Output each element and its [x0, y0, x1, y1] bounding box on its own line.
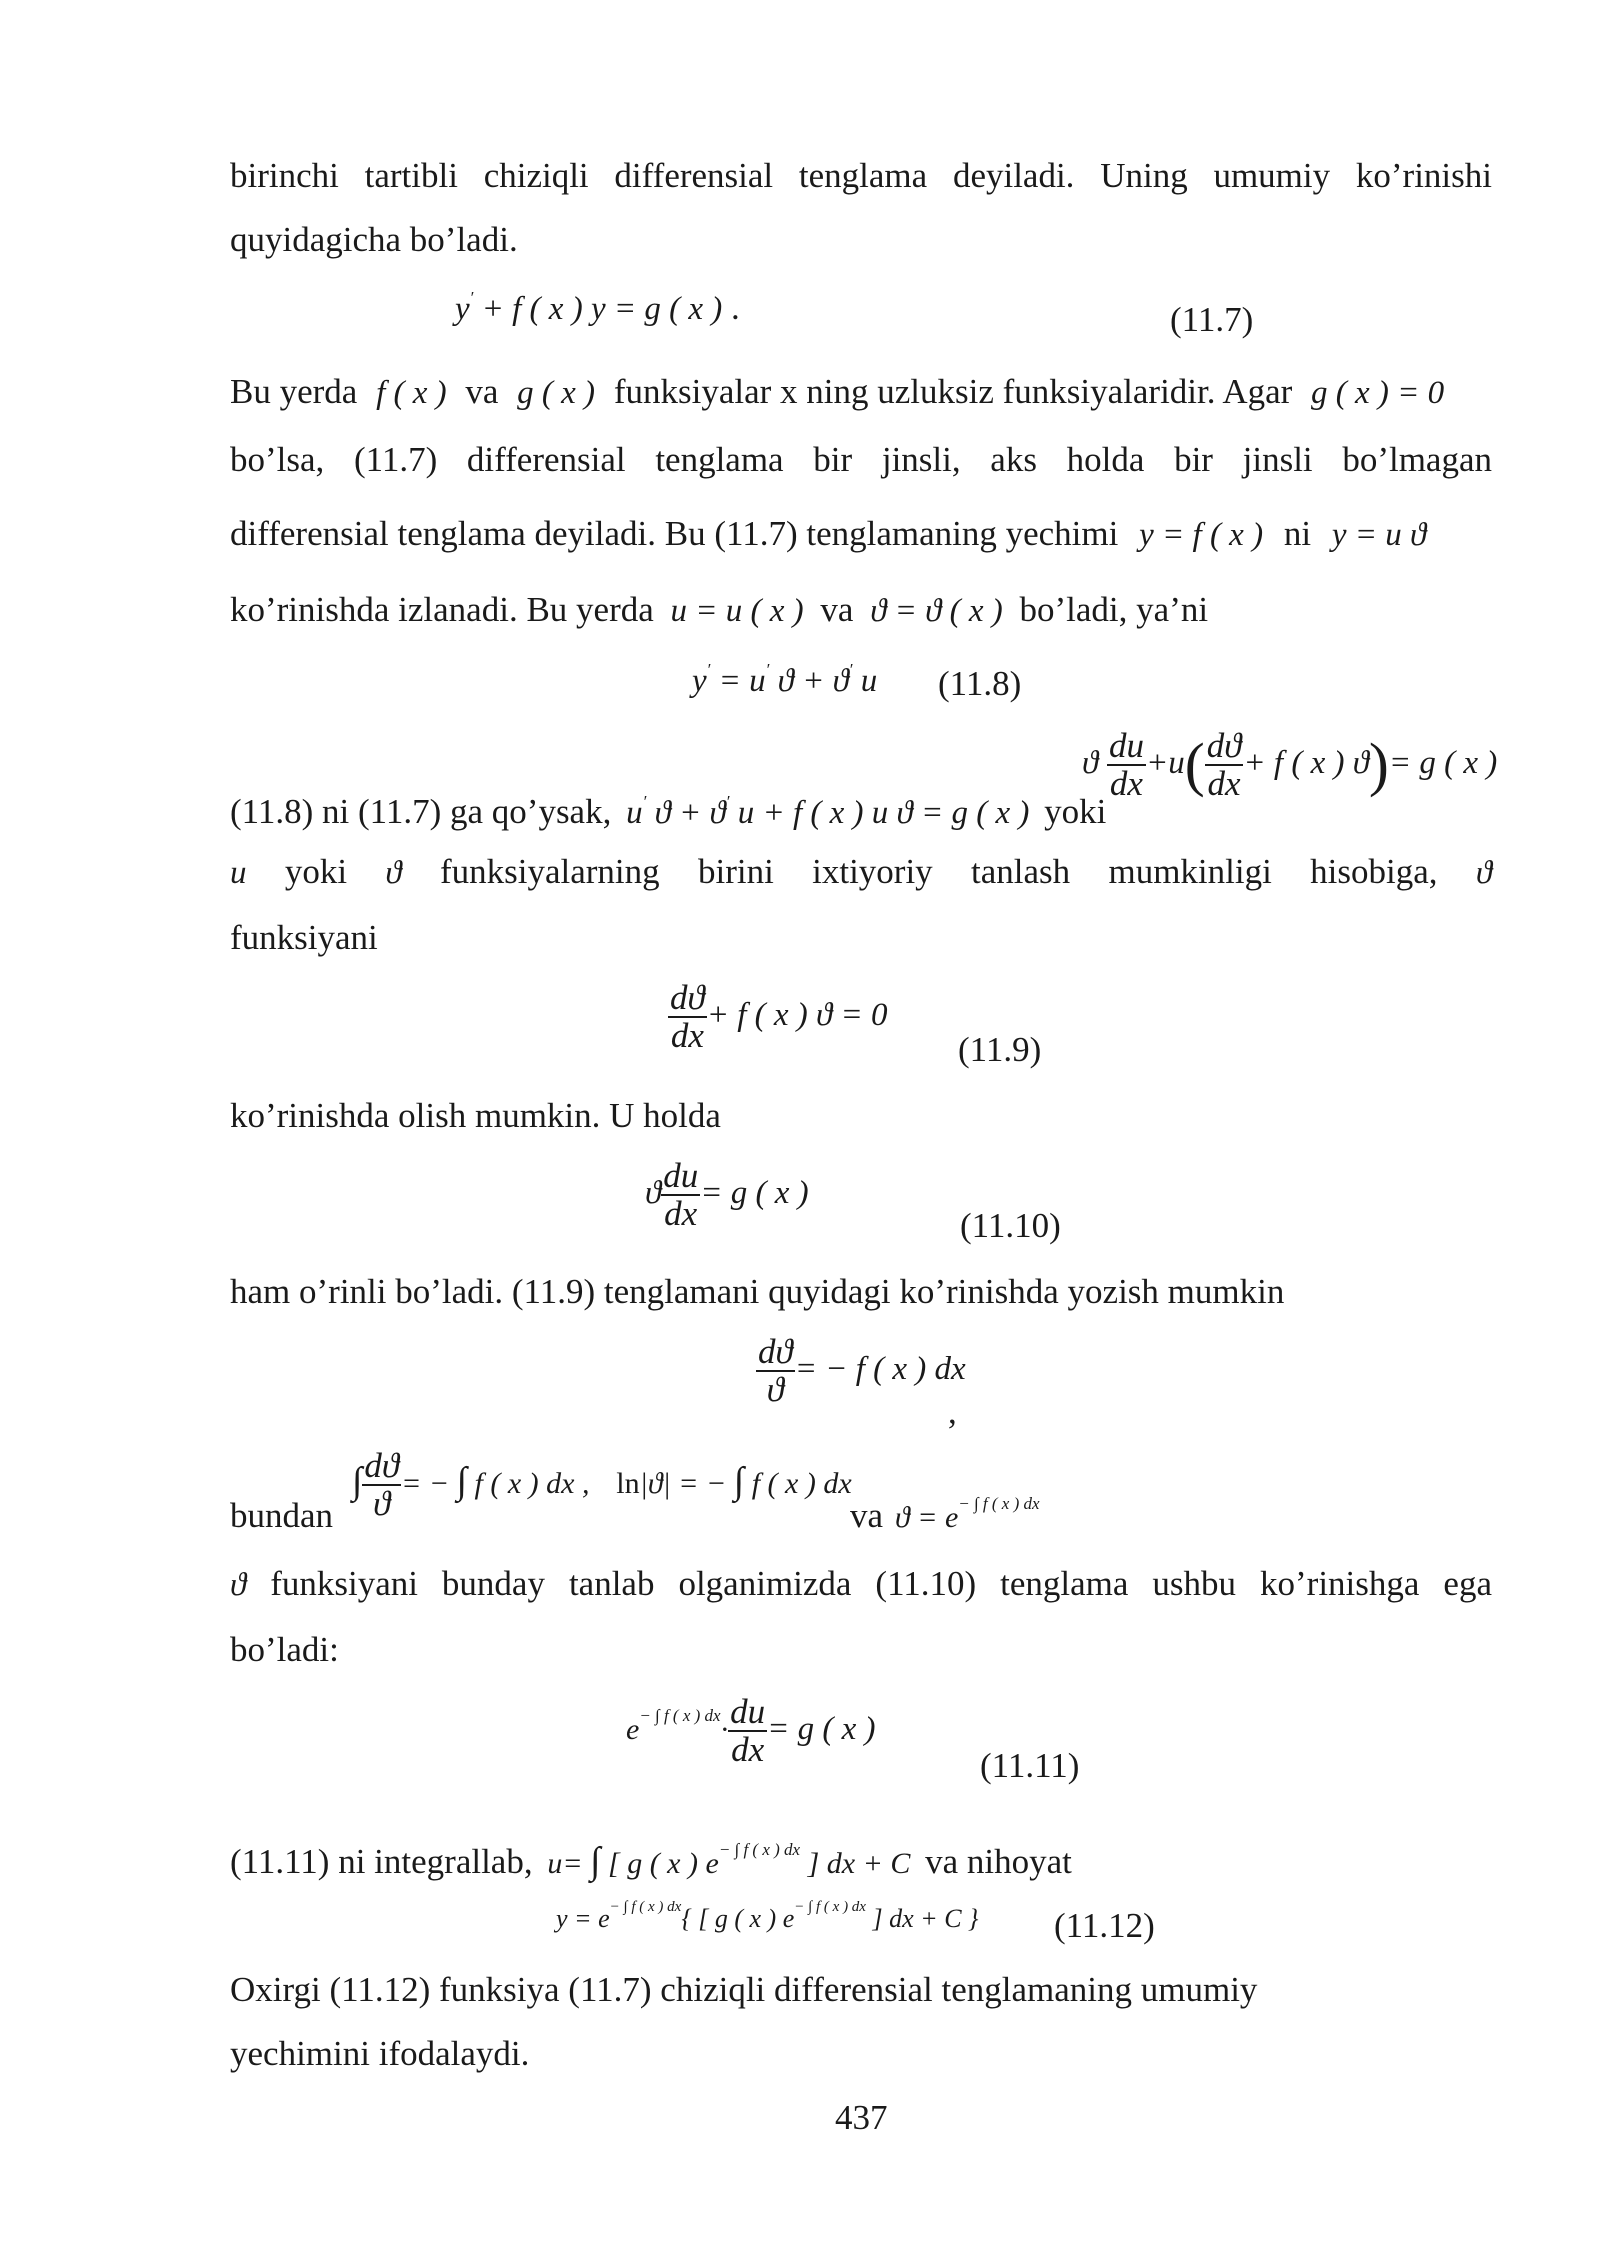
equation-separated: $\frac{dϑ}{ϑ}$ = − f ( x ) dx	[758, 1332, 966, 1409]
equation-number-11-10: (11.10)	[960, 1206, 1061, 1245]
equation-number-11-12: (11.12)	[1054, 1906, 1155, 1945]
equation-11-9: $\frac{dϑ}{dx}$ + f ( x ) ϑ = 0	[670, 978, 888, 1055]
text-line-6: ko’rinishda izlanadi. Bu yerda u = u ( x ) va ϑ = ϑ ( x ) bo’ladi, ya’ni	[230, 590, 1209, 629]
text-line-10: ko’rinishda olish mumkin. U holda	[230, 1096, 721, 1135]
text-line-11: ham o’rinli bo’ladi. (11.9) tenglamani quyidagi ko’rinishda yozish mumkin	[230, 1272, 1285, 1311]
equation-theta-solution: $ϑ = e^{- \int f ( x ) dx}$	[895, 1494, 1040, 1534]
text-line-2: quyidagicha bo’ladi.	[230, 220, 518, 259]
equation-substituted: ϑ $\frac{du}{dx}$ +u( $\frac{dϑ}{dx}$ + f ( x ) ϑ)= g ( x )	[1082, 726, 1498, 803]
equation-11-8: y′ = u′ ϑ + ϑ′ u	[692, 660, 878, 699]
equation-11-12: $y = e^{- \int f ( x ) dx}${ [ g ( x ) $e^{- \int f ( x ) dx}$ ] dx + C }	[556, 1899, 979, 1933]
text-line-3: Bu yerda f ( x ) va g ( x ) funksiyalar x ning uzluksiz funksiyalaridir. Agar g ( x ) = 0	[230, 372, 1445, 411]
text-line-12-va: va	[850, 1496, 884, 1535]
comma: ,	[948, 1392, 957, 1431]
text-line-9: funksiyani	[230, 918, 378, 957]
equation-number-11-8: (11.8)	[938, 664, 1022, 703]
page-number: 437	[835, 2098, 888, 2137]
text-line-17: yechimini ifodalaydi.	[230, 2034, 530, 2073]
text-line-13: ϑ funksiyani bunday tanlab olganimizda (11.10) tenglama ushbu ko’rinishga ega	[230, 1564, 1492, 1603]
text-line-12: bundan	[230, 1496, 334, 1535]
equation-number-11-7: (11.7)	[1170, 300, 1254, 339]
text-line-5: differensial tenglama deyiladi. Bu (11.7) tenglamaning yechimi y = f ( x ) ni y = u ϑ	[230, 514, 1427, 553]
text-line-8: u yoki ϑ funksiyalarning birini ixtiyoriy tanlash mumkinligi hisobiga, ϑ	[230, 852, 1493, 891]
equation-number-11-11: (11.11)	[980, 1746, 1080, 1785]
text-line-7: (11.8) ni (11.7) ga qo’ysak, u′ ϑ + ϑ′ u + f ( x ) u ϑ = g ( x ) yoki	[230, 792, 1107, 831]
text-line-1: birinchi tartibli chiziqli differensial tenglama deyiladi. Uning umumiy ko’rinishi	[230, 156, 1492, 195]
equation-number-11-9: (11.9)	[958, 1030, 1042, 1069]
equation-11-10: ϑ $\frac{du}{dx}$ = g ( x )	[645, 1156, 809, 1233]
equation-11-7: y′ + f ( x ) y = g ( x ) .	[455, 288, 740, 327]
equation-integrated: ∫ $\frac{dϑ}{ϑ}$ = − ∫ f ( x ) dx , ln|ϑ| = − ∫ f ( x ) dx	[352, 1446, 852, 1523]
text-line-4: bo’lsa, (11.7) differensial tenglama bir jinsli, aks holda bir jinsli bo’lmagan	[230, 440, 1492, 479]
text-line-14: bo’ladi:	[230, 1630, 339, 1669]
text-line-15: (11.11) ni integrallab, u= ∫ [ g ( x ) $e^{- \int f ( x ) dx}$ ] dx + C va nihoyat	[230, 1840, 1072, 1882]
equation-11-11: $e^{- \int f ( x ) dx}\cdot$ $\frac{du}{dx}$ = g ( x )	[626, 1692, 876, 1769]
text-line-16: Oxirgi (11.12) funksiya (11.7) chiziqli differensial tenglamaning umumiy	[230, 1970, 1258, 2009]
